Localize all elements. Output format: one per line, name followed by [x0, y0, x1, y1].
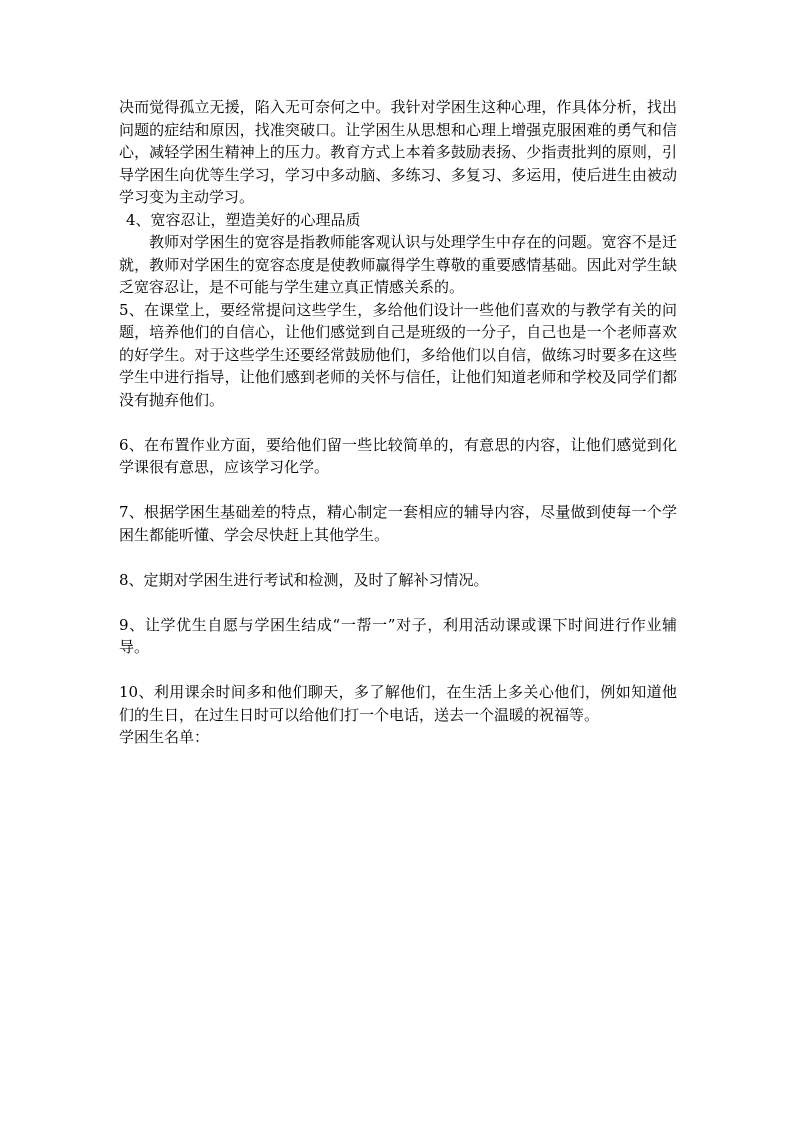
document-body: [119, 96, 677, 749]
paragraph-continuation: 决而觉得孤立无援，陷入无可奈何之中。我针对学困生这种心理，作具体分析，找出问题的症结和原因，找准突破口。让学困生从思想和心理上增强克服困难的勇气和信心，减轻学困生精神上的压力。教育方式上本着多鼓励表扬、少指责批判的原则，引导学困生向优等生学习，学习中多动脑、多练习、多复习、多运用，使后进生由被动学习变为主动学习。: [119, 98, 677, 206]
item-6-homework: 6、在布置作业方面，要给他们留一些比较简单的，有意思的内容，让他们感觉到化学课很有意思，应该学习化学。: [119, 435, 677, 476]
item-10-care: 10、利用课余时间多和他们聊天，多了解他们，在生活上多关心他们，例如知道他们的生日，在过生日时可以给他们打一个电话，送去一个温暖的祝福等。: [119, 683, 677, 724]
section-heading-tolerance: 4、宽容忍让，塑造美好的心理品质: [126, 210, 361, 229]
student-list-label: 学困生名单：: [119, 728, 210, 746]
item-8-testing: 8、定期对学困生进行考试和检测，及时了解补习情况。: [119, 570, 489, 589]
item-9-pairing: 9、让学优生自愿与学困生结成“一帮一”对子，利用活动课或课下时间进行作业辅导。: [119, 615, 677, 656]
item-5-classroom: 5、在课堂上，要经常提问这些学生，多给他们设计一些他们喜欢的与教学有关的问题，培养他们的自信心，让他们感觉到自己是班级的一分子，自己也是一个老师喜欢的好学生。对于这些学生还要经常鼓励他们，多给他们以自信，做练习时要多在这些学生中进行指导，让他们感到老师的关怀与信任，让他们知道老师和学校及同学们都没有抛弃他们。: [119, 300, 677, 409]
paragraph-tolerance: 教师对学困生的宽容是指教师能客观认识与处理学生中存在的问题。宽容不是迁就，教师对学困生的宽容态度是使教师赢得学生尊敬的重要感情基础。因此对学生缺乏宽容忍让，是不可能与学生建立真正情感关系的。: [119, 233, 677, 296]
item-7-tutoring: 7、根据学困生基础差的特点，精心制定一套相应的辅导内容，尽量做到使每一个学困生都能听懂、学会尽快赶上其他学生。: [119, 503, 677, 544]
